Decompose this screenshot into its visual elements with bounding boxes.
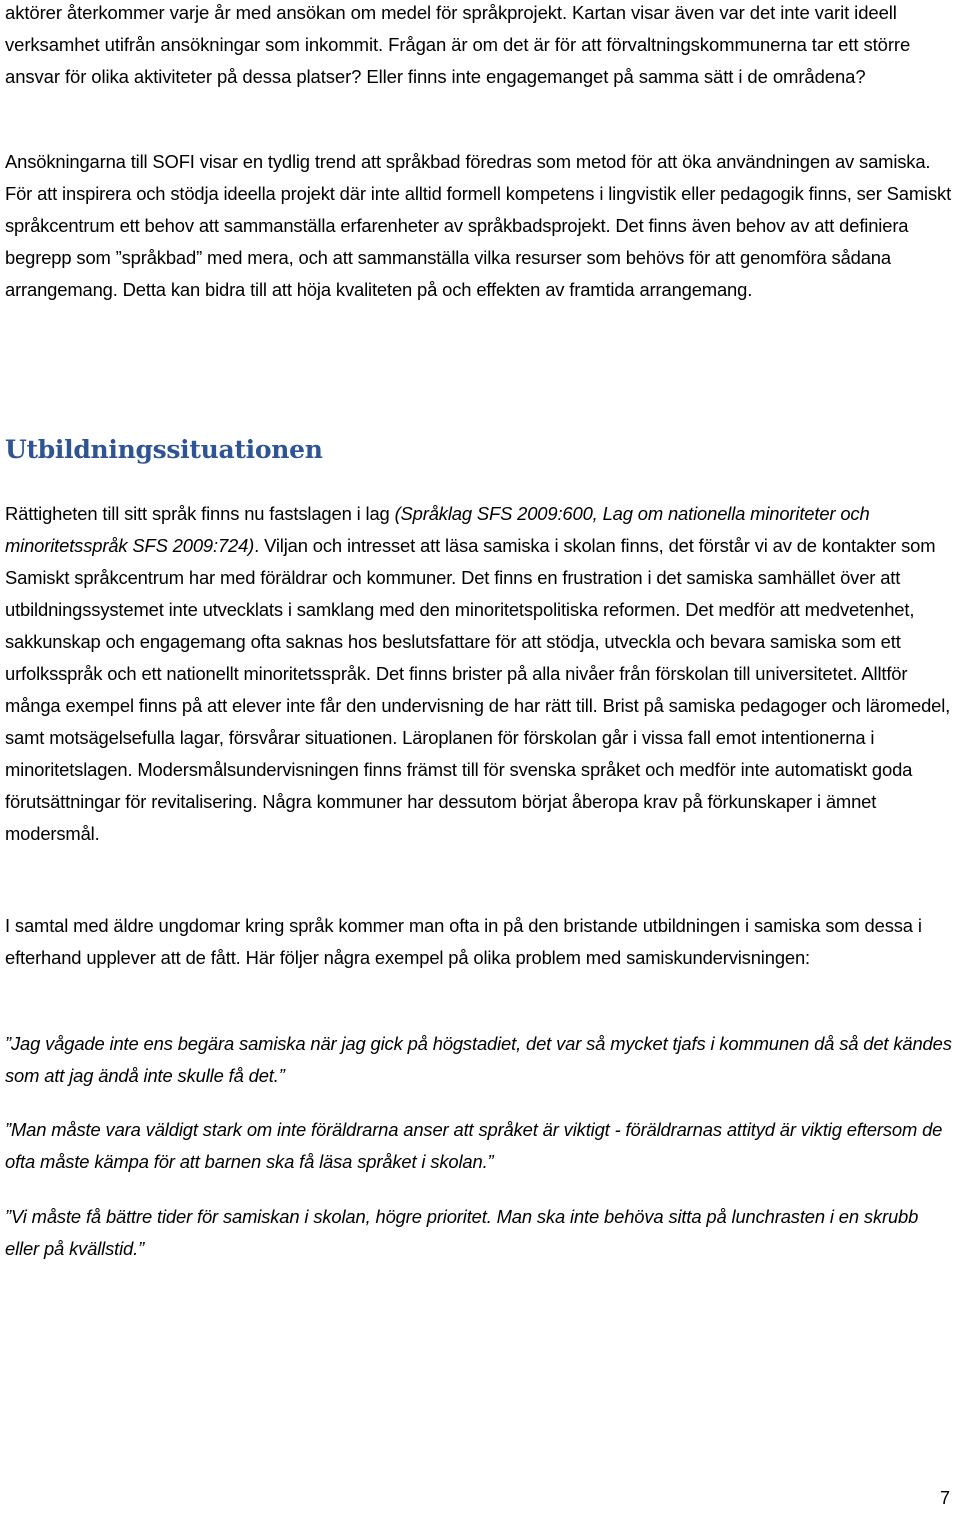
sofi-paragraph: Ansökningarna till SOFI visar en tydlig trend att språkbad föredras som metod för att öka användningen av samiska. För att inspirera och stödja ideella projekt där inte alltid formell kompetens i lingvistik eller pedagogik finns, ser Samiskt språkcentrum ett behov att sammanställa erfarenheter av språkbadsprojekt. Det finns även behov av att definiera begrepp som ”språkbad” med mera, och att sammanställa vilka resurser som behövs för att genomföra sådana arrangemang. Detta kan bidra till att höja kvaliteten på och effekten av framtida arrangemang. xyxy=(5,151,952,300)
youth-paragraph: I samtal med äldre ungdomar kring språk kommer man ofta in på den bristande utbildningen i samiska som dessa i efterhand upplever att de fått. Här följer några exempel på olika problem med samiskundervisningen: xyxy=(5,915,922,968)
quote-1: ”Jag vågade inte ens begära samiska när jag gick på högstadiet, det var så mycket tjafs i kommunen då så det kändes som att jag ändå inte skulle få det.” xyxy=(5,1033,952,1086)
rights-paragraph-rest: . Viljan och intresset att läsa samiska i skolan finns, det förstår vi av de kontakter som Samiskt språkcentrum har med föräldrar och kommuner. Det finns en frustration i det samiska samhället över att utbildningssystemet inte utvecklats i samklang med den minoritetspolitiska reformen. Det medför att medvetenhet, sakkunskap och engagemang ofta saknas hos beslutsfattare för att stödja, utveckla och bevara samiska som ett urfolksspråk och ett nationellt minoritetsspråk. Det finns brister på alla nivåer från förskolan till universitetet. Alltför många exempel finns på att elever inte får den undervisning de har rätt till. Brist på samiska pedagoger och läromedel, samt motsägelsefulla lagar, försvårar situationen. Läroplanen för förskolan går i vissa fall emot intentionerna i minoritetslagen. Modersmålsundervisningen finns främst till för svenska språket och medför inte automatiskt goda förutsättningar för revitalisering. Några kommuner har dessutom börjat åberopa krav på förkunskaper i ämnet modersmål. xyxy=(5,535,951,844)
quote-3: ”Vi måste få bättre tider för samiskan i skolan, högre prioritet. Man ska inte behöva sitta på lunchrasten i en skrubb eller på kvällstid.” xyxy=(5,1206,919,1259)
law-reference: (Språklag SFS 2009:600, Lag om nationella minoriteter och minoritetsspråk SFS 2009:724) xyxy=(5,503,870,556)
page-number: 7 xyxy=(939,1488,950,1508)
rights-paragraph xyxy=(5,498,955,850)
rights-paragraph-lead: Rättigheten till sitt språk finns nu fastslagen i lag xyxy=(5,503,395,524)
section-heading: Utbildningssituationen xyxy=(5,435,323,464)
intro-paragraph: aktörer återkommer varje år med ansökan om medel för språkprojekt. Kartan visar även var det inte varit ideell verksamhet utifrån ansökningar som inkommit. Frågan är om det är för att förvaltningskommunerna tar ett större ansvar för olika aktiviteter på dessa platser? Eller finns inte engagemanget på samma sätt i de områdena? xyxy=(5,2,911,87)
quote-2: ”Man måste vara väldigt stark om inte föräldrarna anser att språket är viktigt - föräldrarnas attityd är viktig eftersom de ofta måste kämpa för att barnen ska få läsa språket i skolan.” xyxy=(5,1119,943,1172)
